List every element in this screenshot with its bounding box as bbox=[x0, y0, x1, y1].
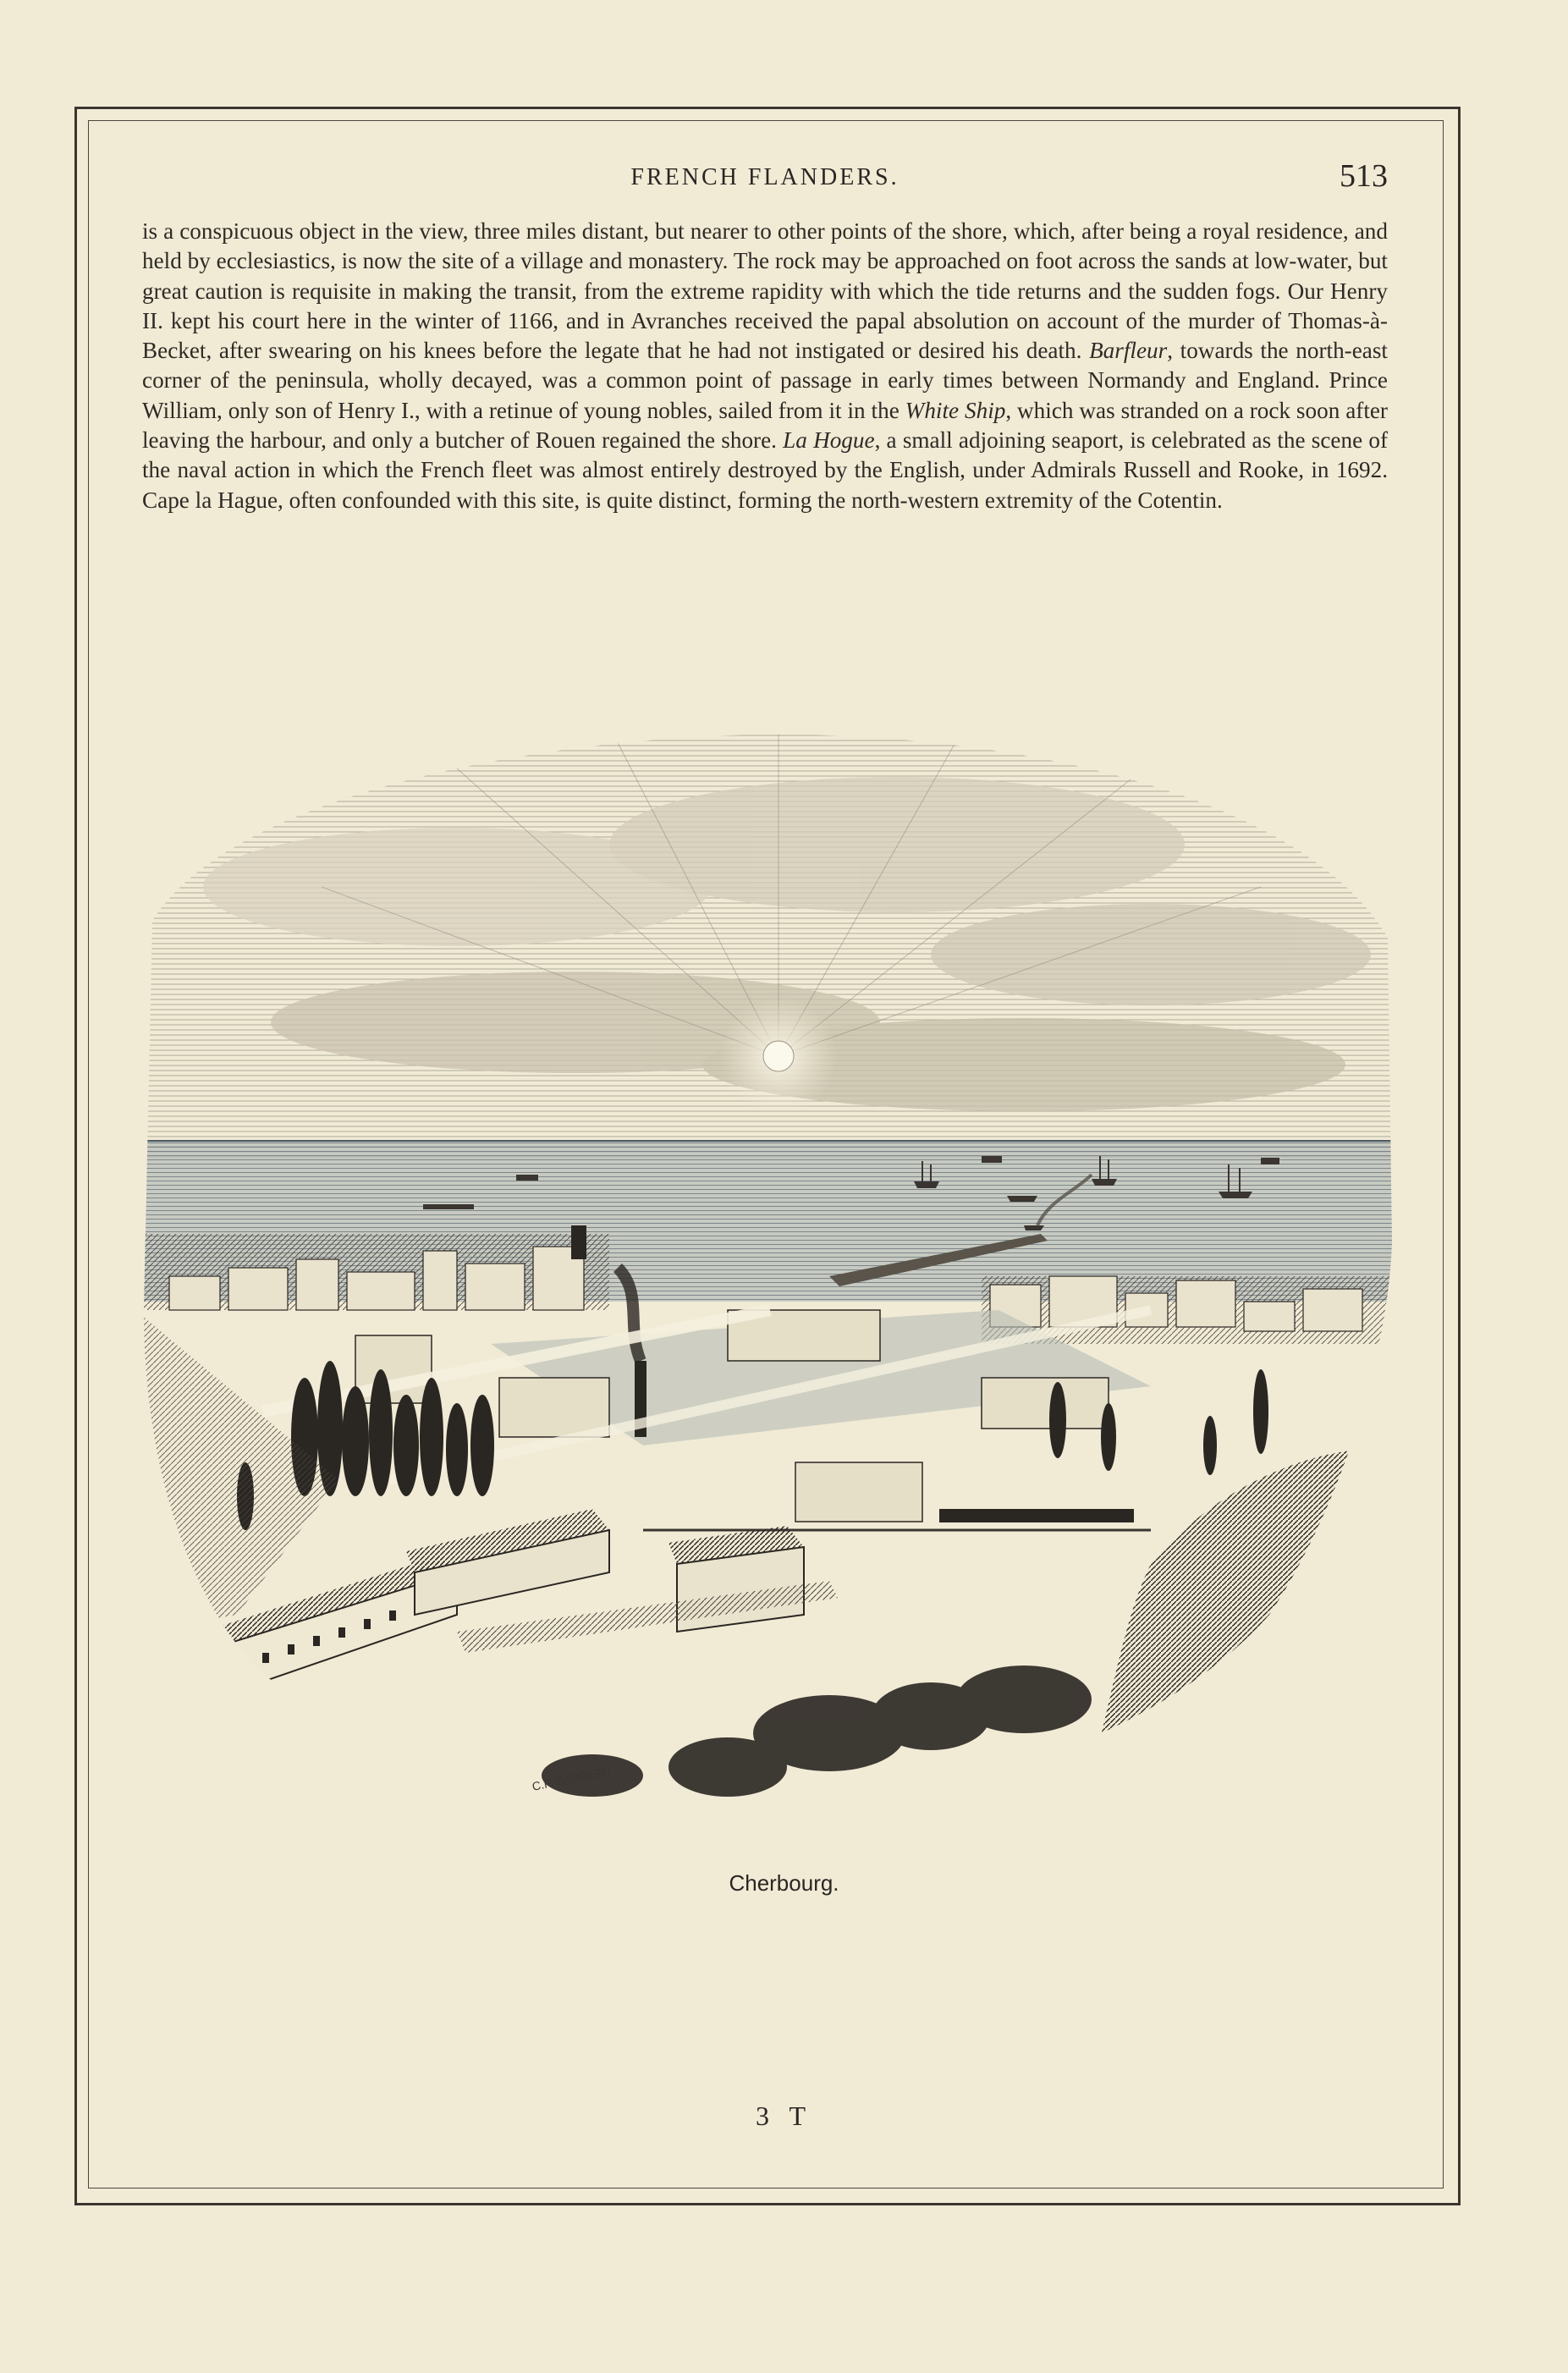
page-number: 513 bbox=[1340, 158, 1388, 194]
text-run-italic: Barfleur bbox=[1089, 338, 1168, 364]
text-run-italic: White Ship bbox=[905, 397, 1006, 423]
text-run: , which was stranded on a rock soon after leaving the harbour, and only a butcher of Rouen regained the shore. bbox=[142, 397, 1388, 454]
body-paragraph bbox=[142, 217, 1388, 515]
text-run: , towards the north-east corner of the peninsula, wholly decayed, was a common point of passage in early times between Normandy and England. Prince William, only son of Henry I., with a retinue of young nobles, sailed from it in the bbox=[142, 338, 1388, 423]
running-title: FRENCH FLANDERS. bbox=[630, 164, 900, 190]
running-head bbox=[142, 157, 1388, 200]
foreground-bushes bbox=[542, 1666, 1092, 1797]
text-run-italic: La Hogue bbox=[783, 427, 875, 454]
hillside-left bbox=[135, 1310, 338, 1632]
sun bbox=[763, 1041, 794, 1071]
text-run: is a conspicuous object in the view, three miles distant, but nearer to other points of the shore, which, after being a royal residence, and held by ecclesiastics, is now the site of a village and monastery. The rock may be approached on foot across the sands at low-water, but great caution is requisite in making the transit, from the extreme rapidity with which the tide returns and the sudden fogs. Our Henry II. kept his court here in the winter of 1166, and in Avranches received the papal absolution on account of the murder of Thomas-à-Becket, after swearing on his knees before the legate that he had not instigated or desired his death. bbox=[142, 218, 1388, 364]
illustration-caption: Cherbourg. bbox=[729, 1870, 839, 1896]
railway-train bbox=[939, 1509, 1134, 1522]
foreground-terraces bbox=[203, 1509, 838, 1699]
printer-signature: 3 T bbox=[756, 2100, 812, 2131]
cherbourg-engraving bbox=[135, 718, 1405, 1860]
text-run: , a small adjoining seaport, is celebrated as the scene of the naval action in which the French fleet was almost entirely destroyed by the English, under Admirals Russell and Rooke, in 1692. Cape la Hague, often confounded with this site, is quite distinct, forming the north-western extremity of the Cotentin. bbox=[142, 427, 1388, 513]
engraver-signature: C.F. SARGENT bbox=[531, 1763, 613, 1793]
engraving-image bbox=[135, 718, 1405, 1860]
engraving-scene bbox=[135, 718, 1405, 1860]
